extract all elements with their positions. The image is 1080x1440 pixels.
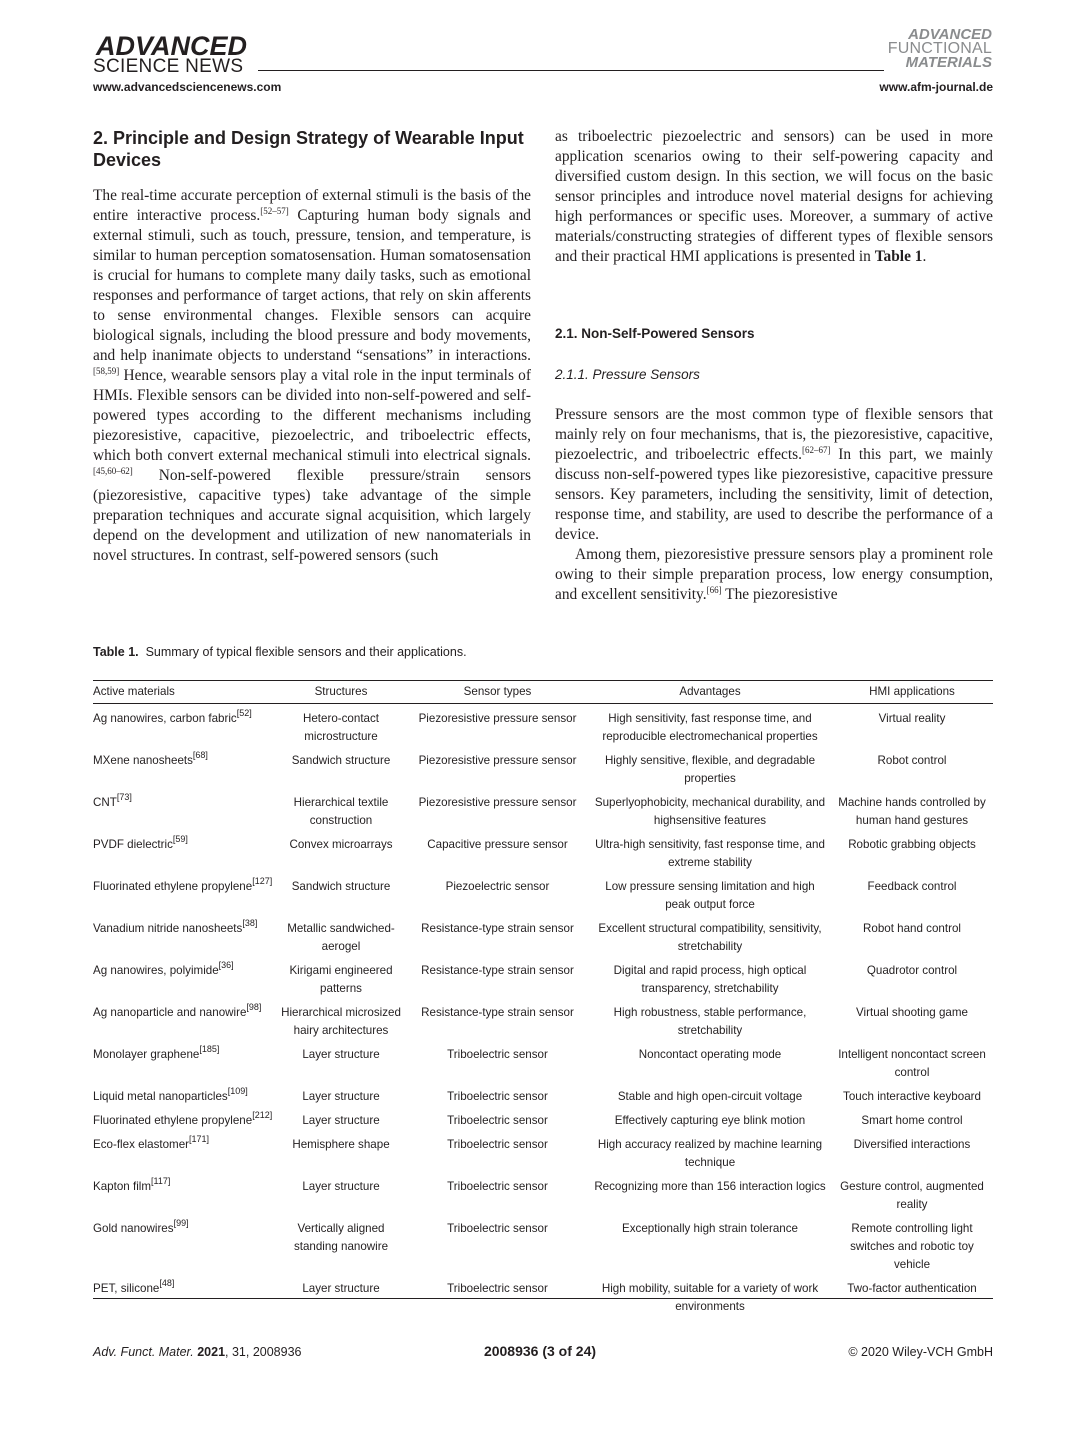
citation[interactable]: [45,60–62] <box>93 466 133 476</box>
citation[interactable]: [66] <box>706 585 722 595</box>
table-row <box>93 1130 993 1172</box>
cell-hmi-application: Quadrotor control <box>866 964 958 977</box>
cell-sensor-type: Triboelectric sensor <box>447 1282 548 1295</box>
cell-active-material: Vanadium nitride nanosheets[38] <box>93 918 258 935</box>
cell-advantages: Ultra-high sensitivity, fast response time, and extreme stability <box>595 838 825 869</box>
table-row <box>93 746 993 788</box>
cell-hmi-application: Virtual shooting game <box>856 1006 968 1019</box>
cell-active-material: Fluorinated ethylene propylene[212] <box>93 1110 273 1127</box>
cell-sensor-type: Resistance-type strain sensor <box>421 1006 574 1019</box>
right-column-text-top <box>555 127 993 267</box>
table-bottom-rule <box>93 1298 993 1299</box>
cell-advantages: Recognizing more than 156 interaction logics <box>594 1180 826 1193</box>
citation[interactable]: [171] <box>189 1134 210 1144</box>
table-row <box>93 1082 993 1106</box>
cell-sensor-type: Triboelectric sensor <box>447 1114 548 1127</box>
cell-advantages: Exceptionally high strain tolerance <box>622 1222 798 1235</box>
citation[interactable]: [73] <box>116 792 132 802</box>
cell-active-material: Gold nanowires[99] <box>93 1218 189 1235</box>
cell-active-material: Liquid metal nanoparticles[109] <box>93 1086 248 1103</box>
journal-url[interactable]: www.afm-journal.de <box>879 80 993 94</box>
cell-structure: Layer structure <box>302 1180 380 1193</box>
citation[interactable]: [117] <box>151 1176 171 1186</box>
cell-active-material: MXene nanosheets[68] <box>93 750 208 767</box>
cell-sensor-type: Resistance-type strain sensor <box>421 922 574 935</box>
cell-advantages: High robustness, stable performance, stretchability <box>613 1006 807 1037</box>
cell-advantages: Excellent structural compatibility, sensitivity, stretchability <box>598 922 822 953</box>
cell-sensor-type: Piezoelectric sensor <box>445 880 550 893</box>
citation[interactable]: [127] <box>252 876 273 886</box>
cell-advantages: Noncontact operating mode <box>638 1048 782 1061</box>
cell-sensor-type: Triboelectric sensor <box>447 1180 548 1193</box>
table-row <box>93 788 993 830</box>
col-header-structures: Structures <box>314 685 368 698</box>
cell-structure: Layer structure <box>302 1048 380 1061</box>
cell-structure: Hemisphere shape <box>292 1138 390 1151</box>
table-row <box>93 1106 993 1130</box>
copyright: © 2020 Wiley-VCH GmbH <box>848 1345 993 1359</box>
cell-hmi-application: Remote controlling light switches and robotic toy vehicle <box>850 1222 974 1271</box>
cell-active-material: Ag nanoparticle and nanowire[98] <box>93 1002 262 1019</box>
citation[interactable]: [48] <box>159 1278 175 1288</box>
citation[interactable]: [109] <box>227 1086 248 1096</box>
cell-structure: Layer structure <box>302 1090 380 1103</box>
right-column-text-bottom <box>555 405 993 605</box>
subsubsection-title: 2.1.1. Pressure Sensors <box>555 367 700 382</box>
table-reference[interactable]: Table 1 <box>874 248 923 265</box>
citation[interactable]: [59] <box>172 834 188 844</box>
afm-logo <box>882 28 992 70</box>
cell-hmi-application: Intelligent noncontact screen control <box>838 1048 986 1079</box>
cell-hmi-application: Robotic grabbing objects <box>848 838 976 851</box>
citation[interactable]: [98] <box>246 1002 262 1012</box>
cell-hmi-application: Touch interactive keyboard <box>843 1090 981 1103</box>
citation[interactable]: [185] <box>199 1044 220 1054</box>
cell-active-material: PET, silicone[48] <box>93 1278 175 1295</box>
cell-sensor-type: Triboelectric sensor <box>447 1222 548 1235</box>
cell-structure: Vertically aligned standing nanowire <box>293 1222 389 1253</box>
table-row <box>93 998 993 1040</box>
cell-structure: Layer structure <box>302 1114 380 1127</box>
cell-structure: Hetero-contact microstructure <box>302 712 380 743</box>
col-header-sensor-types: Sensor types <box>463 685 532 698</box>
col-header-hmi-applications: HMI applications <box>869 685 955 698</box>
cell-hmi-application: Virtual reality <box>878 712 946 725</box>
table-top-rule <box>93 680 993 681</box>
col-header-active-materials: Active materials <box>93 685 175 698</box>
cell-active-material: Eco-flex elastomer[171] <box>93 1134 210 1151</box>
cell-active-material: CNT[73] <box>93 792 132 809</box>
table-row <box>93 1274 993 1316</box>
right-paragraph-2: Pressure sensors are the most common type of flexible sensors that mainly rely on four mechanisms, that is, the piezoresistive, capacitive, piezoelectric, and triboelectric effects.[62–67] In this part, we mainly discuss non-self-powered types like piezoresistive, capacitive pressure sensors. Key parameters, including the sensitivity, limit of detection, response time, and stability, are used to describe the performance of a device. <box>555 406 993 543</box>
cell-active-material: Kapton film[117] <box>93 1176 171 1193</box>
table-row <box>93 1214 993 1274</box>
table-header-row <box>93 683 993 703</box>
cell-hmi-application: Gesture control, augmented reality <box>840 1180 984 1211</box>
cell-advantages: High mobility, suitable for a variety of work environments <box>601 1282 819 1313</box>
cell-advantages: High sensitivity, fast response time, and reproducible electromechanical properties <box>602 712 818 743</box>
cell-sensor-type: Triboelectric sensor <box>447 1138 548 1151</box>
cell-hmi-application: Smart home control <box>861 1114 963 1127</box>
afm-logo-line2: FUNCTIONAL <box>887 40 992 57</box>
citation[interactable]: [52–57] <box>260 206 289 216</box>
citation[interactable]: [52] <box>236 708 252 718</box>
cell-structure: Hierarchical textile construction <box>293 796 389 827</box>
cell-structure: Hierarchical microsized hairy architectures <box>281 1006 401 1037</box>
citation[interactable]: [38] <box>242 918 258 928</box>
right-paragraph-1: as triboelectric piezoelectric and sensors) can be used in more application scenarios owing to their self-powering capacity and diversified custom design. In this section, we will focus on the basic sensor principles and introduce novel material designs for achieving high performances or specific uses. Moreover, a summary of active materials/constructing strategies of different types of flexible sensors and their practical HMI applications is presented in Table 1. <box>555 128 993 265</box>
header-rule <box>258 70 884 71</box>
page-number: 2008936 (3 of 24) <box>483 1343 597 1359</box>
citation[interactable]: [36] <box>218 960 234 970</box>
cell-structure: Sandwich structure <box>291 754 391 767</box>
cell-advantages: Low pressure sensing limitation and high peak output force <box>605 880 815 911</box>
cell-structure: Metallic sandwiched-aerogel <box>287 922 395 953</box>
right-paragraph-3: Among them, piezoresistive pressure sensors play a prominent role owing to their simple preparation process, low energy consumption, and excellent sensitivity.[66] The piezoresistive <box>555 546 993 603</box>
cell-active-material: Ag nanowires, carbon fabric[52] <box>93 708 252 725</box>
cell-advantages: High accuracy realized by machine learning technique <box>597 1138 823 1169</box>
cell-advantages: Superlyophobicity, mechanical durability, and highsensitive features <box>594 796 826 827</box>
citation[interactable]: [58,59] <box>93 366 120 376</box>
citation-footer: Adv. Funct. Mater. 2021, 31, 2008936 <box>93 1345 302 1359</box>
cell-sensor-type: Triboelectric sensor <box>447 1048 548 1061</box>
cell-active-material: Monolayer graphene[185] <box>93 1044 220 1061</box>
cell-advantages: Stable and high open-circuit voltage <box>617 1090 803 1103</box>
cell-hmi-application: Robot control <box>877 754 947 767</box>
journal-logo-advanced: ADVANCED <box>96 31 248 61</box>
cell-structure: Layer structure <box>302 1282 380 1295</box>
afm-logo-line1: ADVANCED <box>908 26 992 43</box>
table-body <box>93 703 993 1316</box>
table-row <box>93 1040 993 1082</box>
cell-active-material: Fluorinated ethylene propylene[127] <box>93 876 273 893</box>
cell-active-material: Ag nanowires, polyimide[36] <box>93 960 234 977</box>
cell-sensor-type: Piezoresistive pressure sensor <box>418 712 577 725</box>
subsection-title: 2.1. Non-Self-Powered Sensors <box>555 326 755 341</box>
cell-hmi-application: Diversified interactions <box>853 1138 971 1151</box>
citation[interactable]: [68] <box>192 750 208 760</box>
table-row <box>93 703 993 746</box>
left-paragraph: The real-time accurate perception of external stimuli is the basis of the entire interactive process.[52–57] Capturing human body signals and external stimuli, such as touch, pressure, tension, and temperature, is similar to human perception somatosensation. Human somatosensation is crucial for humans to complete many daily tasks, such as emotional responses and performance of target actions, that rely on skin afferents to sense environmental changes. Flexible sensors can acquire biological signals, including the blood pressure and body movements, and help inanimate objects to understand “sensations” in interactions.[58,59] Hence, wearable sensors play a vital role in the input terminals of HMIs. Flexible sensors can be divided into non-self-powered and self-powered types according to the different mechanisms including piezoresistive, capacitive, piezoelectric, and triboelectric effects, which both convert external mechanical stimuli into electrical signals.[45,60–62] Non-self-powered flexible pressure/strain sensors (piezoresistive, capacitive types) take advantage of the simple preparation techniques and accurate signal acquisition, which largely depend on the development and utilization of new nanomaterials in novel structures. In contrast, self-powered sensors (such <box>93 187 531 564</box>
cell-advantages: Highly sensitive, flexible, and degradable properties <box>604 754 816 785</box>
table-caption: Table 1. Summary of typical flexible sensors and their applications. <box>93 645 467 659</box>
table-row <box>93 914 993 956</box>
cell-hmi-application: Machine hands controlled by human hand gestures <box>838 796 986 827</box>
cell-sensor-type: Capacitive pressure sensor <box>427 838 568 851</box>
section-title: 2. Principle and Design Strategy of Wearable Input Devices <box>93 128 524 170</box>
journal-logo-science-news: SCIENCE NEWS <box>93 56 244 77</box>
cell-advantages: Effectively capturing eye blink motion <box>614 1114 806 1127</box>
cell-structure: Convex microarrays <box>289 838 393 851</box>
cell-hmi-application: Robot hand control <box>863 922 961 935</box>
citation[interactable]: [212] <box>252 1110 273 1120</box>
cell-active-material: PVDF dielectric[59] <box>93 834 188 851</box>
cell-advantages: Digital and rapid process, high optical transparency, stretchability <box>613 964 807 995</box>
cell-hmi-application: Two-factor authentication <box>847 1282 977 1295</box>
cell-structure: Kirigami engineered patterns <box>289 964 393 995</box>
cell-sensor-type: Resistance-type strain sensor <box>421 964 574 977</box>
col-header-advantages: Advantages <box>679 685 741 698</box>
afm-logo-line3: MATERIALS <box>905 54 992 71</box>
table-row <box>93 830 993 872</box>
cell-sensor-type: Piezoresistive pressure sensor <box>418 796 577 809</box>
table-row <box>93 872 993 914</box>
cell-sensor-type: Piezoresistive pressure sensor <box>418 754 577 767</box>
cell-sensor-type: Triboelectric sensor <box>447 1090 548 1103</box>
publisher-url[interactable]: www.advancedsciencenews.com <box>93 80 282 94</box>
sensors-table <box>93 683 993 1316</box>
cell-structure: Sandwich structure <box>291 880 391 893</box>
citation[interactable]: [99] <box>173 1218 189 1228</box>
table-row <box>93 1172 993 1214</box>
citation[interactable]: [62–67] <box>802 445 831 455</box>
table-row <box>93 956 993 998</box>
left-column-text <box>93 186 531 566</box>
cell-hmi-application: Feedback control <box>867 880 957 893</box>
